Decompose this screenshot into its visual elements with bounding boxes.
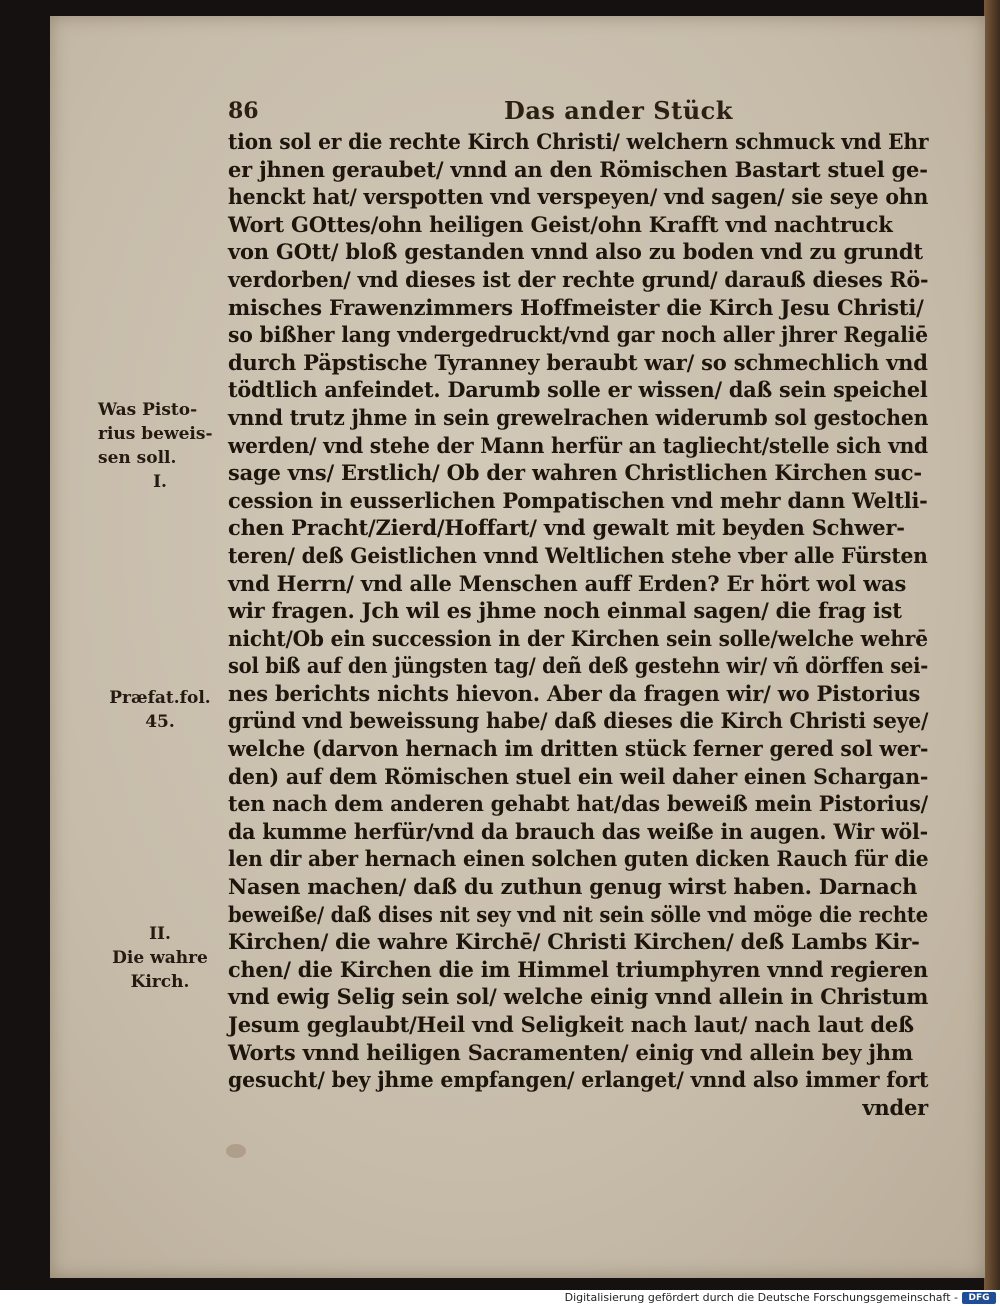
text-line: cession in eusserlichen Pompatischen vnd mehr dann Weltli- bbox=[228, 487, 928, 513]
page-header bbox=[50, 94, 985, 128]
text-line: Nasen machen/ daß du zuthun genug wirst haben. Darnach bbox=[228, 874, 918, 900]
text-line: sol biß auf den jüngsten tag/ deñ deß gestehn wir/ vñ dörffen sei- bbox=[228, 653, 929, 679]
text-line: verdorben/ vnd dieses ist der rechte grund/ darauß dieses Rö- bbox=[228, 266, 929, 292]
margin-note-line: Was Pisto- bbox=[98, 400, 198, 420]
text-line: chen Pracht/Zierd/Hoffart/ vnd gewalt mit beyden Schwer- bbox=[228, 515, 905, 541]
text-line: Wort GOttes/ohn heiligen Geist/ohn Krafft vnd nachtruck bbox=[228, 211, 893, 237]
text-line: so bißher lang vndergedruckt/vnd gar noch aller jhrer Regaliē bbox=[228, 322, 928, 348]
text-line: vnd Herrn/ vnd alle Menschen auff Erden? Er hört wol was bbox=[228, 570, 907, 596]
margin-note-numeral: I. bbox=[153, 472, 167, 492]
text-line: chen/ die Kirchen die im Himmel triumphyren vnnd regieren bbox=[228, 956, 928, 982]
margin-note-line: 45. bbox=[145, 712, 175, 732]
text-line: tion sol er die rechte Kirch Christi/ welchern schmuck vnd Ehr bbox=[228, 129, 929, 154]
footer-bar bbox=[0, 1290, 1000, 1306]
margin-note-line: Die wahre bbox=[112, 948, 208, 968]
page-number: 86 bbox=[228, 98, 259, 124]
text-line: Jesum geglaubt/Heil vnd Seligkeit nach laut/ nach laut deß bbox=[228, 1012, 914, 1037]
text-line: werden/ vnd stehe der Mann herfür an tagliecht/stelle sich vnd bbox=[228, 432, 928, 458]
ink-stain bbox=[226, 1144, 246, 1158]
margin-note-line: Præfat.fol. bbox=[109, 688, 211, 708]
text-line: von GOtt/ bloß gestanden vnnd also zu boden vnd zu grundt bbox=[228, 239, 923, 265]
text-line: da kumme herfür/vnd da brauch das weiße in augen. Wir wöl- bbox=[228, 818, 928, 844]
dfg-logo: DFG bbox=[962, 1292, 996, 1304]
text-line: er jhnen geraubet/ vnnd an den Römischen Bastart stuel ge- bbox=[228, 156, 928, 182]
text-line: gründ vnd beweissung habe/ daß dieses die Kirch Christi seye/ bbox=[228, 708, 929, 734]
text-line: den) auf dem Römischen stuel ein weil daher einen Schargan- bbox=[228, 763, 929, 789]
text-line: misches Frawenzimmers Hoffmeister die Kirch Jesu Christi/ bbox=[228, 294, 924, 320]
text-line: henckt hat/ verspotten vnd verspeyen/ vnd sagen/ sie seye ohn bbox=[228, 184, 929, 210]
margin-note-praefat bbox=[98, 686, 222, 734]
text-line: vnd ewig Selig sein sol/ welche einig vnnd allein in Christum bbox=[228, 984, 929, 1010]
text-line: tödtlich anfeindet. Darumb solle er wissen/ daß sein speichel bbox=[228, 377, 928, 403]
text-line: teren/ deß Geistlichen vnnd Weltlichen stehe vber alle Fürsten bbox=[228, 542, 928, 568]
text-line: nes berichts nichts hievon. Aber da fragen wir/ wo Pistorius bbox=[228, 680, 921, 706]
text-line: sage vns/ Erstlich/ Ob der wahren Christlichen Kirchen suc- bbox=[228, 460, 922, 486]
text-line: welche (darvon hernach im dritten stück ferner gered sol wer- bbox=[228, 736, 929, 762]
text-line: vnnd trutz jhme in sein grewelrachen widerumb sol gestochen bbox=[228, 404, 929, 430]
text-line: gesucht/ bey jhme empfangen/ erlanget/ vnnd also immer fort bbox=[228, 1067, 929, 1093]
margin-note-line: rius beweis- bbox=[98, 424, 213, 444]
catchword: vnder bbox=[862, 1094, 928, 1120]
margin-note-wahre-kirch bbox=[98, 922, 222, 994]
body-text bbox=[228, 128, 928, 1121]
text-line: wir fragen. Jch wil es jhme noch einmal sagen/ die frag ist bbox=[228, 598, 902, 624]
text-line: durch Päpstische Tyranney beraubt war/ so schmechlich vnd bbox=[228, 349, 928, 375]
book-page bbox=[50, 16, 985, 1278]
margin-note-line: sen soll. bbox=[98, 448, 177, 468]
funding-credit: Digitalisierung gefördert durch die Deutsche Forschungsgemeinschaft - bbox=[564, 1291, 958, 1304]
text-line: nicht/Ob ein succession in der Kirchen sein solle/welche wehrē bbox=[228, 625, 928, 651]
margin-note-line: Kirch. bbox=[130, 972, 190, 992]
margin-note-numeral: II. bbox=[149, 924, 171, 944]
text-line: beweiße/ daß dises nit sey vnd nit sein sölle vnd möge die rechte bbox=[228, 901, 929, 927]
book-gutter bbox=[984, 0, 1000, 1290]
text-line: Worts vnnd heiligen Sacramenten/ einig vnd allein bey jhm bbox=[228, 1039, 913, 1065]
running-head: Das ander Stück bbox=[504, 96, 733, 125]
margin-note-pistorius bbox=[98, 398, 222, 494]
text-line: len dir aber hernach einen solchen guten dicken Rauch für die bbox=[228, 846, 929, 872]
text-line: Kirchen/ die wahre Kirchē/ Christi Kirchen/ deß Lambs Kir- bbox=[228, 929, 920, 955]
text-line: ten nach dem anderen gehabt hat/das beweiß mein Pistorius/ bbox=[228, 791, 929, 817]
